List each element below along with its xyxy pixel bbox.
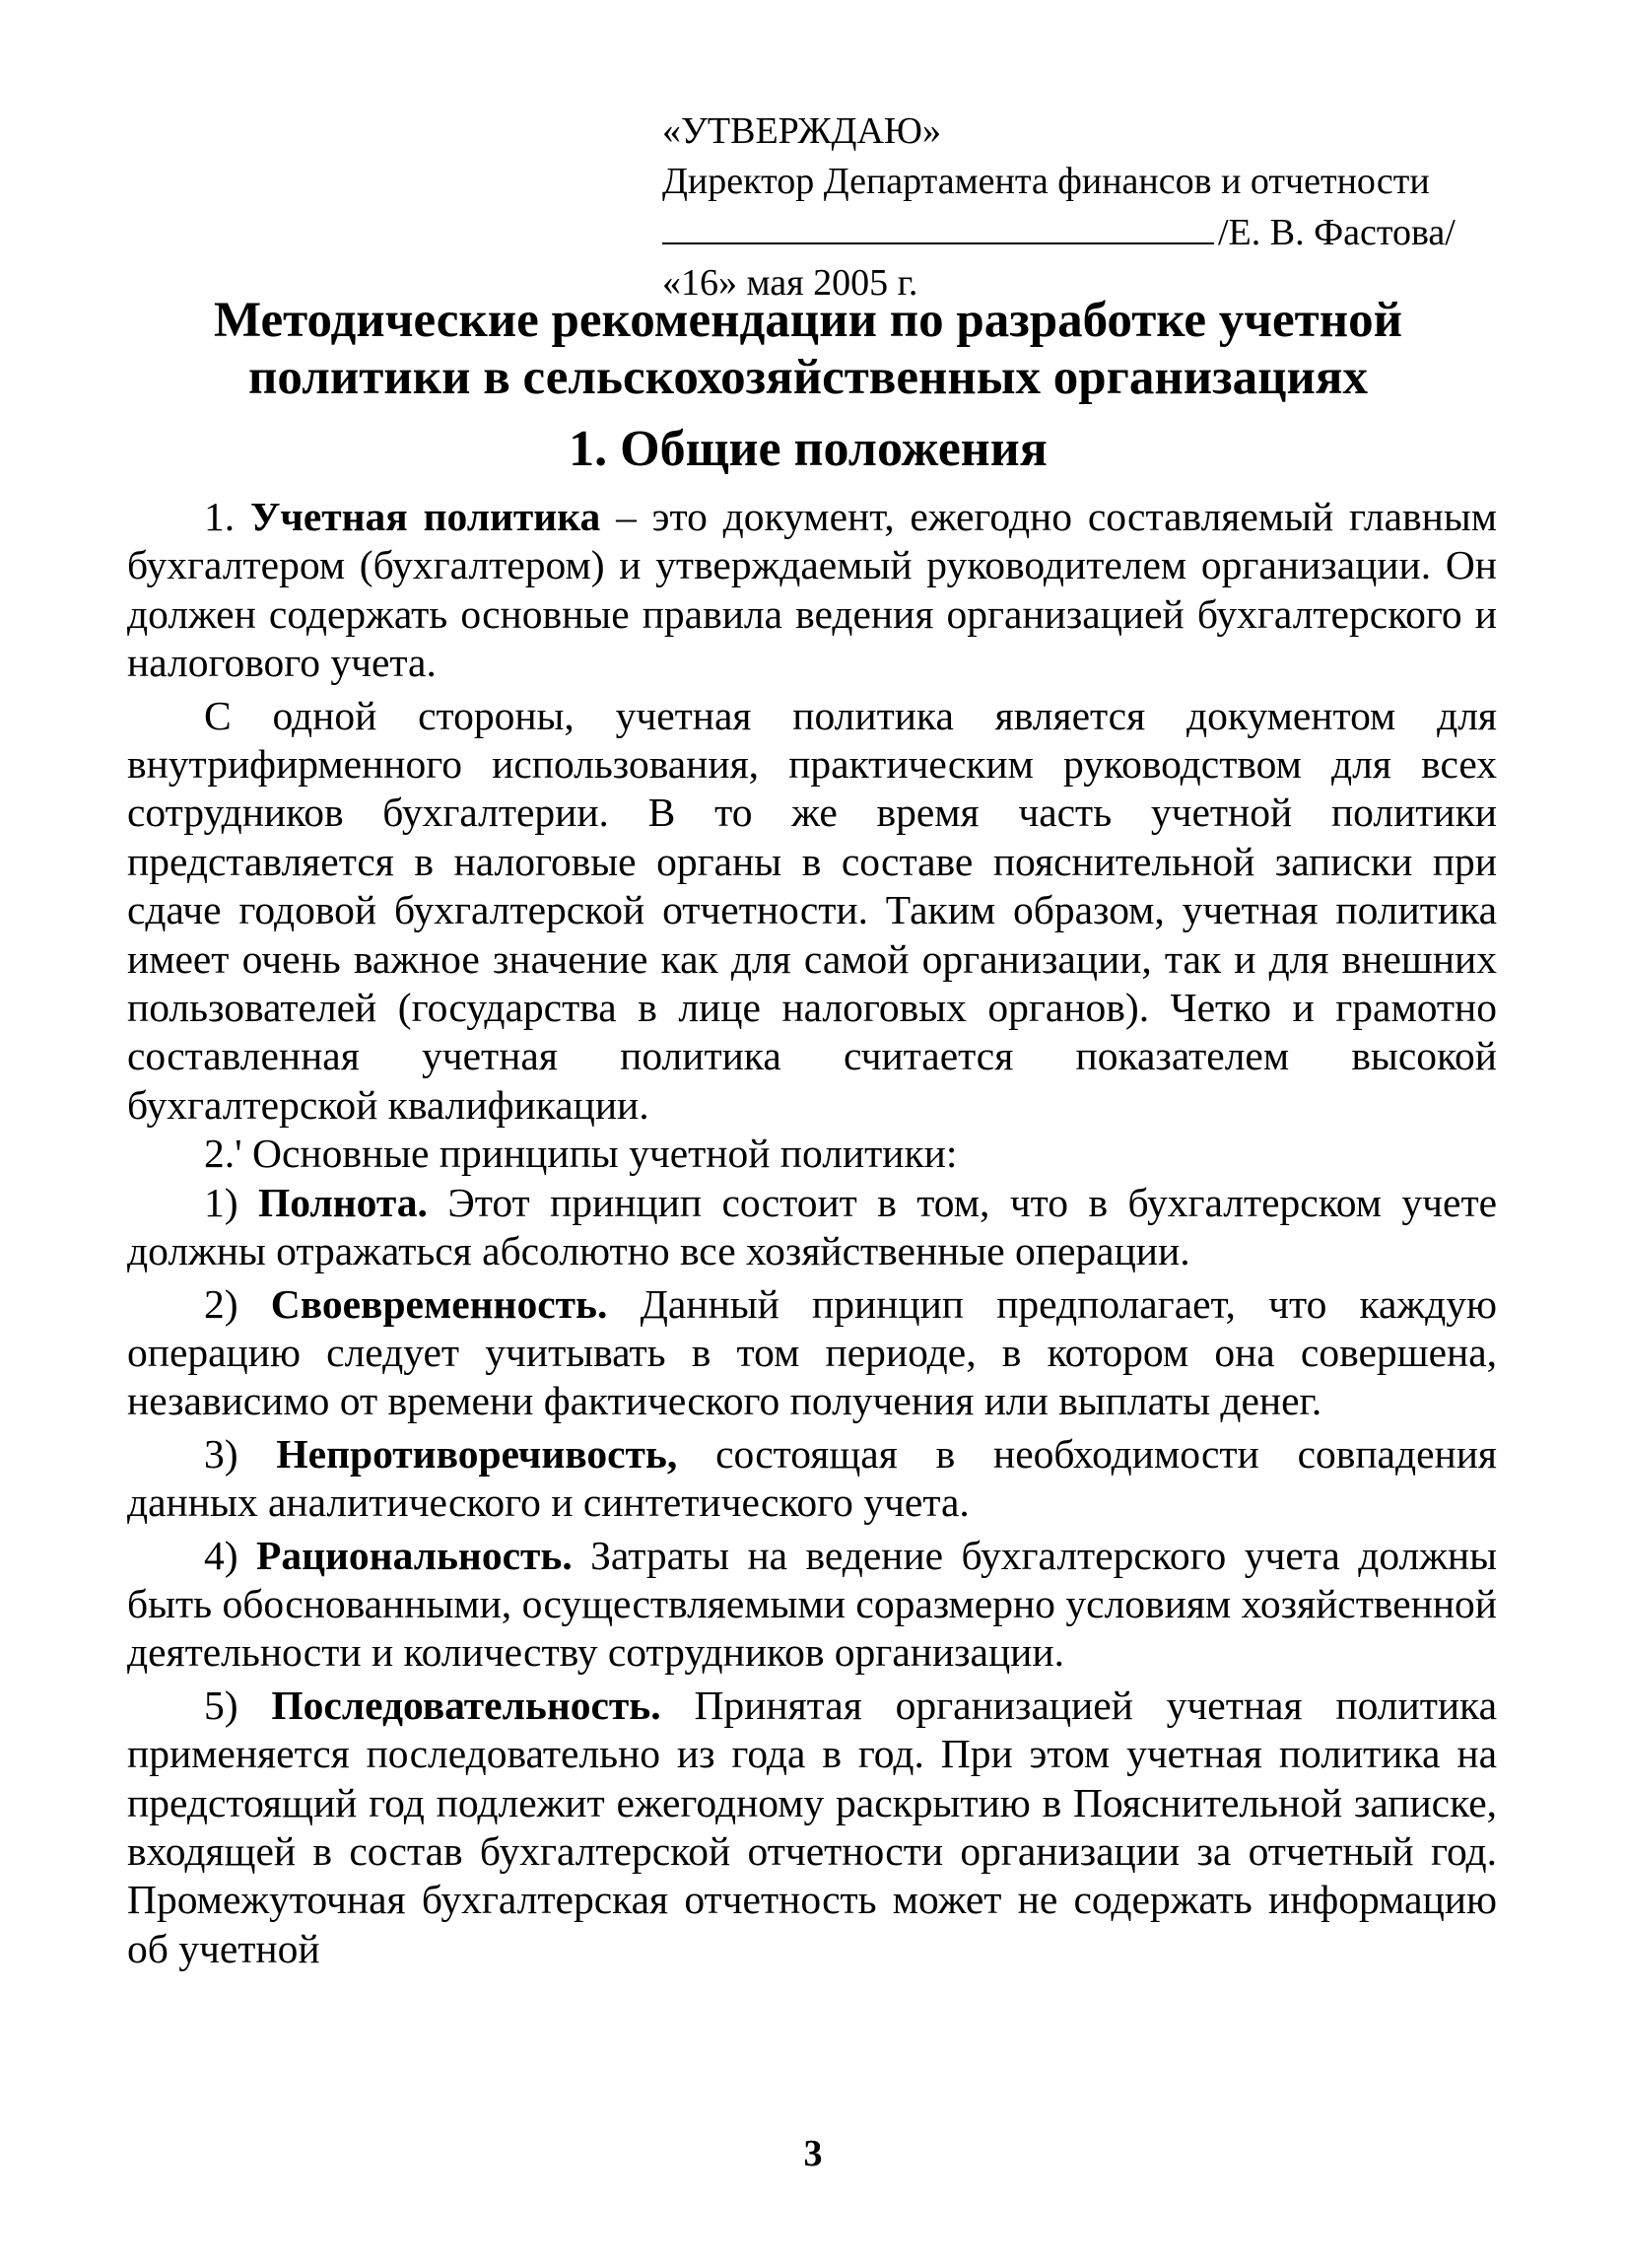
principle-1-term: Полнота. — [258, 1179, 428, 1225]
principle-5-text: Принятая организацией учетная политика применяется последовательно из года в год. При этом учетная политика на предстоящий год подлежит ежегодному раскрытию в Пояснительной записке, входящей в состав бухгалтерской отчетности организации за отчетный год. Промежуточная бухгалтерская отчетность может не содержать информацию об учетной — [127, 1682, 1497, 1971]
principle-3 — [127, 1430, 1497, 1528]
approval-block — [662, 106, 1520, 309]
principle-1-text: Этот принцип состоит в том, что в бухгалтерском учете должны отражаться абсолютно все хозяйственные операции. — [127, 1179, 1498, 1274]
paragraph-1-number: 1. — [204, 494, 236, 539]
principle-4 — [127, 1532, 1497, 1678]
paragraph-1 — [127, 493, 1497, 688]
principle-2-term: Своевременность. — [270, 1280, 608, 1327]
principle-1-number: 1) — [204, 1179, 238, 1225]
signature-name: /Е. В. Фастова/ — [1218, 212, 1456, 253]
principle-3-number: 3) — [204, 1430, 238, 1477]
paragraph-2: С одной стороны, учетная политика является документом для внутрифирменного использования, практическим руководством для всех сотрудников бухгалтерии. В то же время часть учетной политики представляется в налоговые органы в составе пояснительной записки при сдаче годовой бухгалтерской отчетности. Таким образом, учетная политика имеет очень важное значение как для самой организации, так и для внешних пользователей (государства в лице налоговых органов). Четко и грамотно составленная учетная политика считается показателем высокой бухгалтерской квалификации. — [127, 692, 1497, 1128]
principle-3-text: состоящая в необходимости совпадения данных аналитического и синтетического учета. — [127, 1430, 1498, 1526]
approval-position: Директор Департамента финансов и отчетности — [662, 161, 1430, 202]
principle-4-text: Затраты на ведение бухгалтерского учета должны быть обоснованными, осуществляемыми соразмерно условиям хозяйственной деятельности и количеству сотрудников организации. — [127, 1532, 1498, 1676]
paragraph-1-text: – это документ, ежегодно составляемый главным бухгалтером (бухгалтером) и утверждаемый руководителем организации. Он должен содержать основные правила ведения организацией бухгалтерского и налогового учета. — [127, 494, 1497, 686]
approval-date: «16» мая 2005 г. — [662, 262, 918, 304]
principle-2-text: Данный принцип предполагает, что каждую операцию следует учитывать в том периоде, в котором она совершена, независимо от времени фактического получения или выплаты денег. — [127, 1280, 1498, 1424]
principle-5 — [127, 1682, 1497, 1973]
document-title — [148, 292, 1468, 406]
principle-2-number: 2) — [204, 1280, 238, 1327]
paragraph-1-term: Учетная политика — [249, 494, 601, 539]
principle-3-term: Непротиворечивость, — [276, 1430, 678, 1477]
page-number: 3 — [803, 2133, 823, 2174]
principle-4-number: 4) — [204, 1532, 238, 1578]
paragraph-3: 2.' Основные принципы учетной политики: — [204, 1131, 958, 1177]
section-title: 1. Общие положения — [569, 421, 1048, 477]
principle-5-number: 5) — [204, 1682, 238, 1728]
principle-4-term: Рациональность. — [256, 1532, 573, 1578]
principle-5-term: Последовательность. — [271, 1682, 661, 1728]
principle-2 — [127, 1280, 1497, 1426]
signature-line — [662, 207, 1214, 244]
signature-row — [662, 207, 1520, 258]
approval-heading: «УТВЕРЖДАЮ» — [662, 110, 941, 152]
body-text — [127, 493, 1497, 1973]
document-title-line2: политики в сельскохозяйственных организациях — [248, 350, 1368, 405]
document-title-line1: Методические рекомендации по разработке учетной — [214, 293, 1402, 348]
principle-1 — [127, 1179, 1497, 1276]
